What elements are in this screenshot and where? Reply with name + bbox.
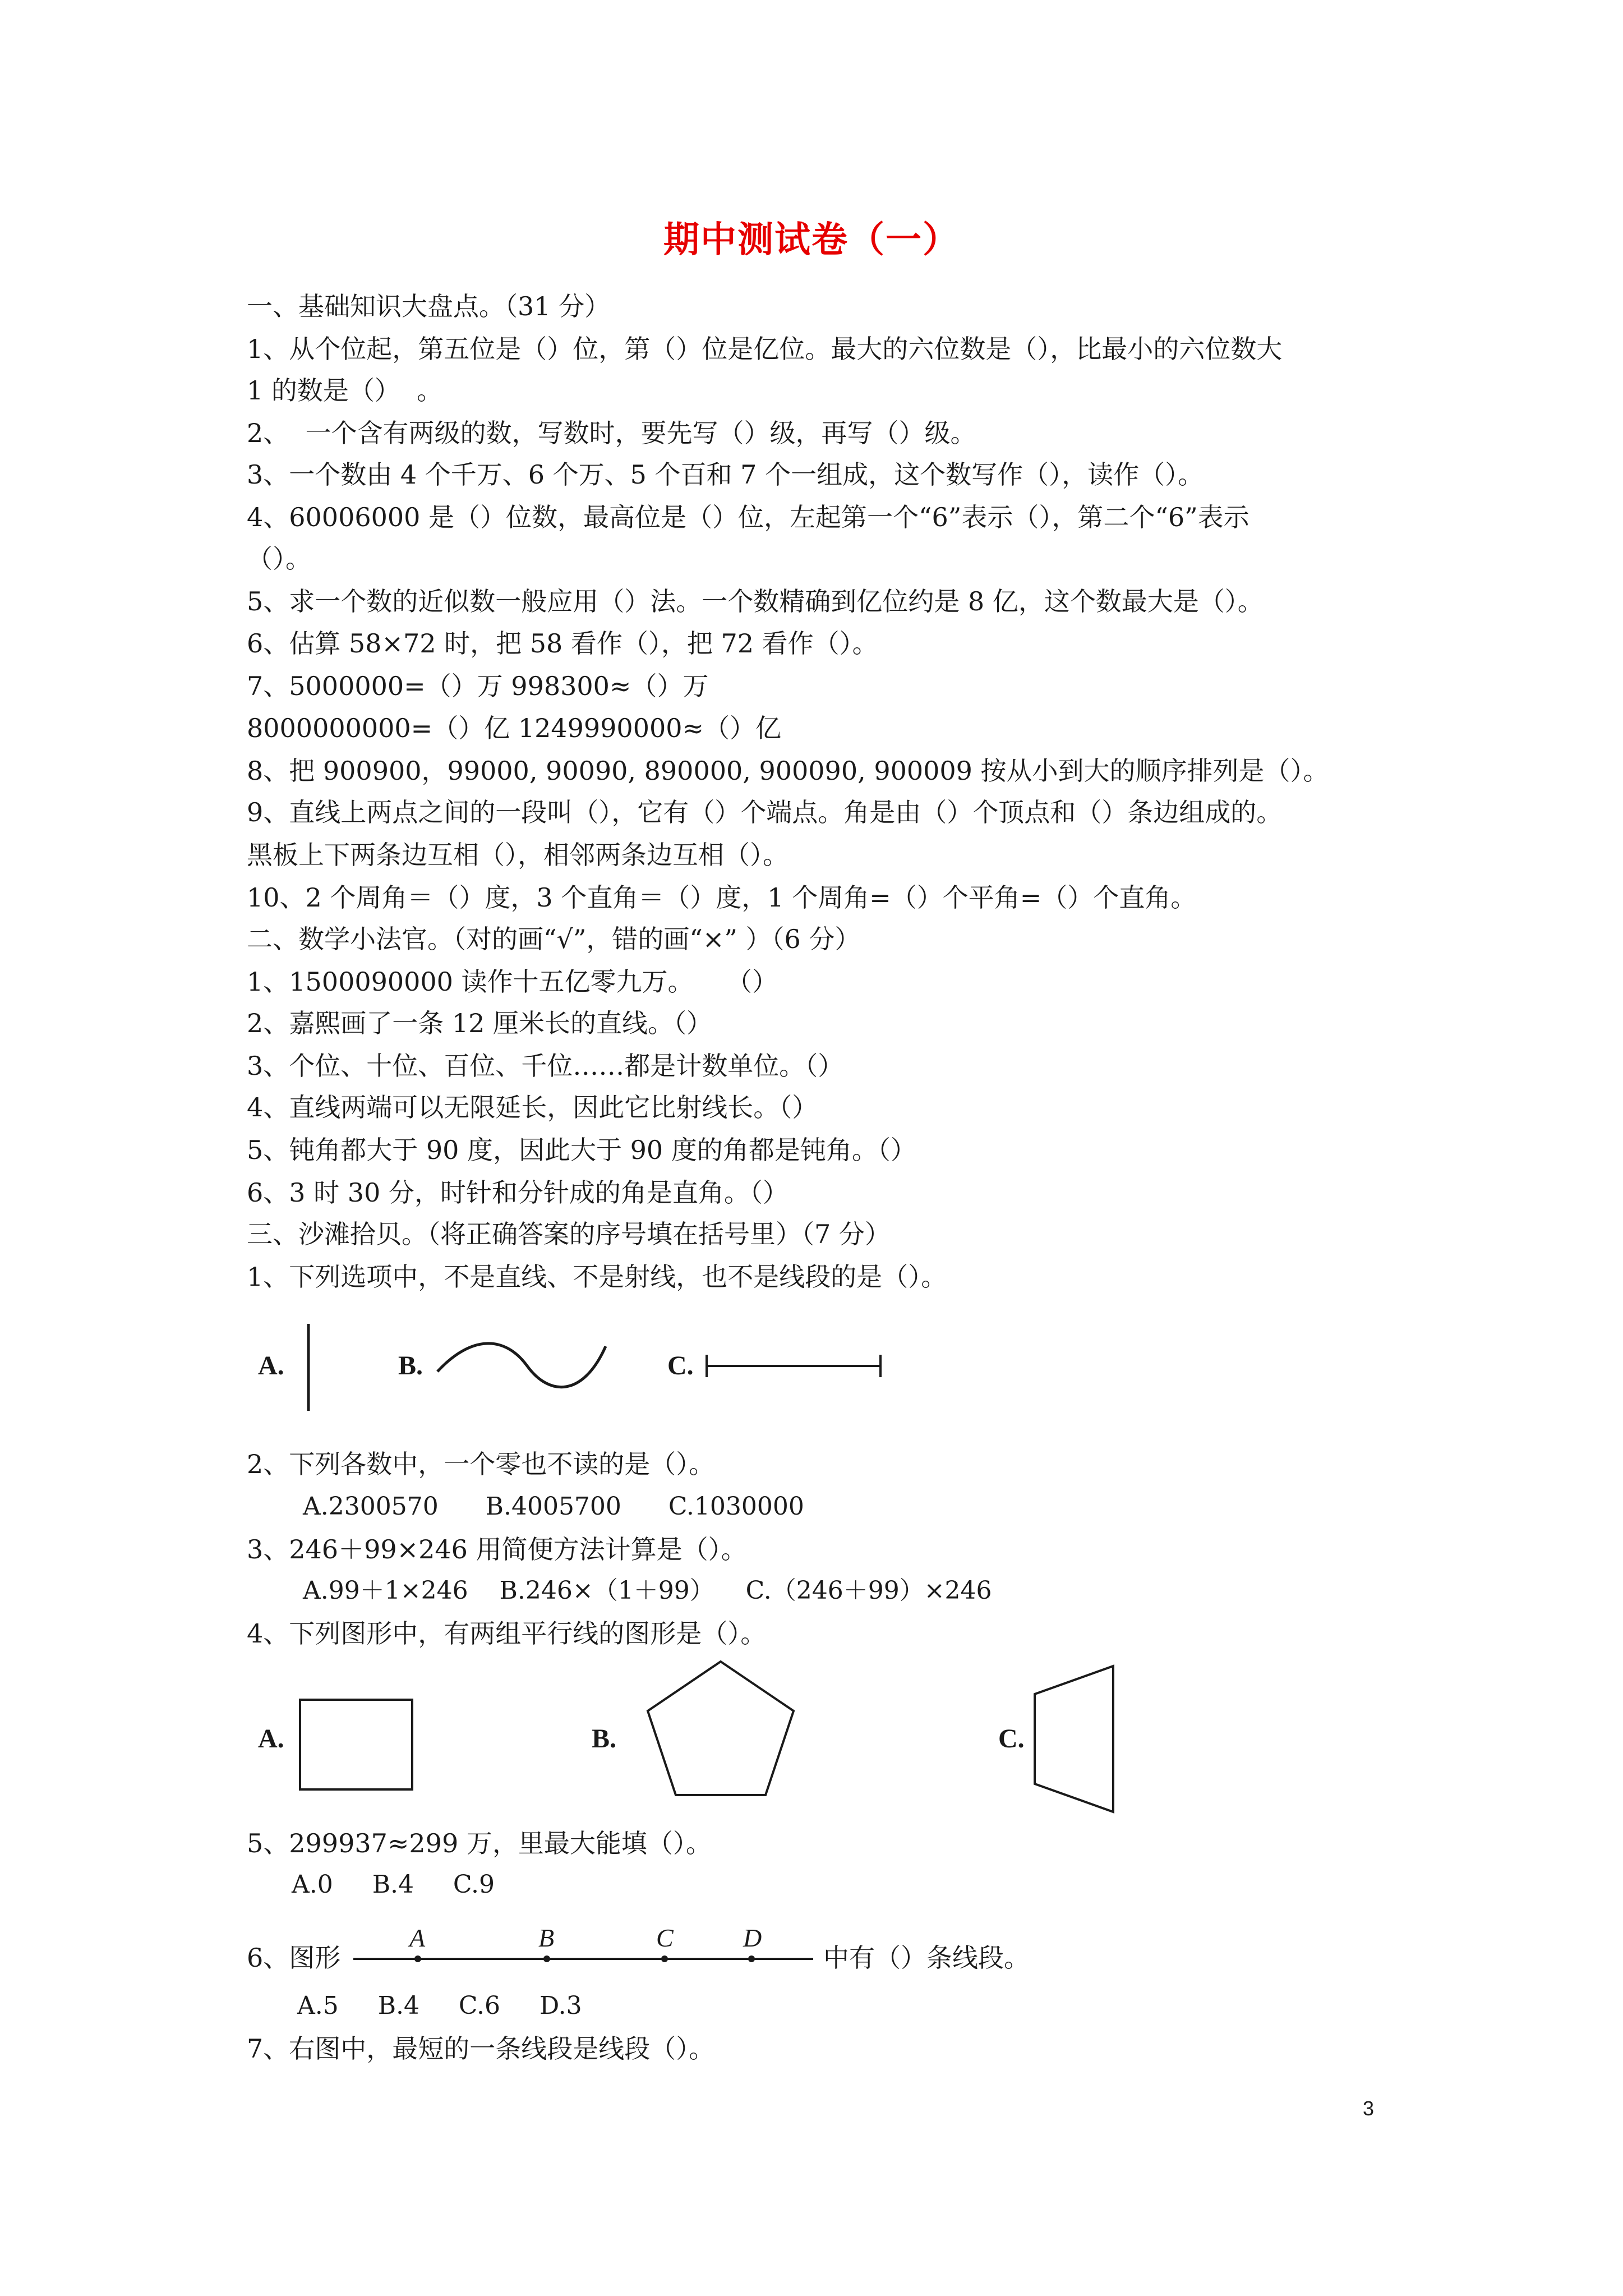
point-d-label: D [743,1924,762,1952]
question-3-2-options: A.2300570 B.4005700 C.1030000 [303,1492,804,1521]
option-c-label: C. [998,1724,1025,1754]
question-1-8: 8、把 900900，99000, 90090, 890000, 900090, 900009 按从小到大的顺序排列是（）。 [247,756,1329,786]
point-b-label: B [538,1924,555,1952]
question-2-4: 4、直线两端可以无限延长，因此它比射线长。（） [247,1092,818,1122]
question-1-1-line-1: 1、从个位起，第五位是（）位，第（）位是亿位。最大的六位数是（），比最小的六位数大 [247,334,1283,364]
option-b-label: B. [398,1351,423,1381]
point-a-dot [414,1955,421,1962]
question-1-6: 6、估算 58×72 时，把 58 看作（），把 72 看作（）。 [247,628,878,659]
question-3-3-options: A.99＋1×246 B.246×（1＋99） C.（246＋99）×246 [303,1576,992,1605]
option-a-label: A. [258,1724,284,1754]
question-1-9-line-2: 黑板上下两条边互相（），相邻两条边互相（）。 [247,840,789,870]
question-2-3: 3、个位、十位、百位、千位……都是计数单位。（） [247,1051,844,1081]
option-a-label: A. [258,1351,284,1381]
question-1-4-line-2: （）。 [247,544,311,574]
question-3-4: 4、下列图形中，有两组平行线的图形是（）。 [247,1618,767,1649]
section-1-heading: 一、基础知识大盘点。（31 分） [247,291,611,321]
question-1-4-line-1: 4、60006000 是（）位数，最高位是（）位，左起第一个“6”表示（），第二个“6”表示 [247,502,1249,532]
page-title: 期中测试卷（一） [663,219,960,261]
question-3-6-options: A.5 B.4 C.6 D.3 [297,1991,582,2020]
question-3-6-suffix: 中有（）条线段。 [823,1943,1030,1973]
point-c-label: C [656,1924,674,1952]
point-a-label: A [409,1924,426,1952]
question-3-1: 1、下列选项中，不是直线、不是射线，也不是线段的是（）。 [247,1262,947,1292]
curve-shape [437,1343,606,1387]
question-3-6-figure [353,1924,819,1975]
question-3-5-options: A.0 B.4 C.9 [292,1870,495,1899]
question-1-3: 3、一个数由 4 个千万、6 个万、5 个百和 7 个一组成，这个数写作（），读作（）。 [247,459,1204,490]
question-3-1-figure [247,1313,920,1414]
pentagon-shape [648,1662,794,1795]
section-3-heading: 三、沙滩拾贝。（将正确答案的序号填在括号里）（7 分） [247,1219,891,1249]
question-1-1-line-2: 1 的数是（） 。 [247,375,443,406]
section-2-heading: 二、数学小法官。（对的画“√”，错的画“×” ）（6 分） [247,924,861,954]
question-1-10: 10、2 个周角＝（）度，3 个直角＝（）度，1 个周角=（）个平角=（）个直角。 [247,882,1197,913]
question-1-9-line-1: 9、直线上两点之间的一段叫（），它有（）个端点。角是由（）个顶点和（）条边组成的。 [247,797,1283,827]
page-number: 3 [1363,2097,1375,2120]
question-2-5: 5、钝角都大于 90 度，因此大于 90 度的角都是钝角。（） [247,1135,916,1165]
point-b-dot [543,1955,550,1962]
question-3-3: 3、246＋99×246 用简便方法计算是（）。 [247,1534,747,1565]
question-1-5: 5、求一个数的近似数一般应用（）法。一个数精确到亿位约是 8 亿，这个数最大是（）。 [247,586,1264,616]
question-1-7-line-2: 8000000000=（）亿 1249990000≈（）亿 [247,713,782,743]
question-2-6: 6、3 时 30 分，时针和分针成的角是直角。（） [247,1177,789,1208]
rectangle-shape [300,1700,412,1789]
option-b-label: B. [592,1724,617,1754]
point-c-dot [661,1955,668,1962]
question-1-2: 2、 一个含有两级的数，写数时，要先写（）级，再写（）级。 [247,418,976,448]
option-c-label: C. [667,1351,694,1381]
question-3-6-prefix: 6、图形 [247,1943,341,1973]
point-d-dot [748,1955,755,1962]
question-3-7: 7、右图中，最短的一条线段是线段（）。 [247,2033,715,2064]
question-2-2: 2、嘉熙画了一条 12 厘米长的直线。（） [247,1008,713,1038]
question-3-4-figure [247,1655,1144,1818]
trapezoid-shape [1035,1666,1113,1812]
question-1-7-line-1: 7、5000000=（）万 998300≈（）万 [247,671,709,701]
question-3-2: 2、下列各数中，一个零也不读的是（）。 [247,1449,715,1479]
question-2-1: 1、1500090000 读作十五亿零九万。 （） [247,967,778,997]
question-3-5: 5、299937≈299 万，里最大能填（）。 [247,1828,712,1858]
